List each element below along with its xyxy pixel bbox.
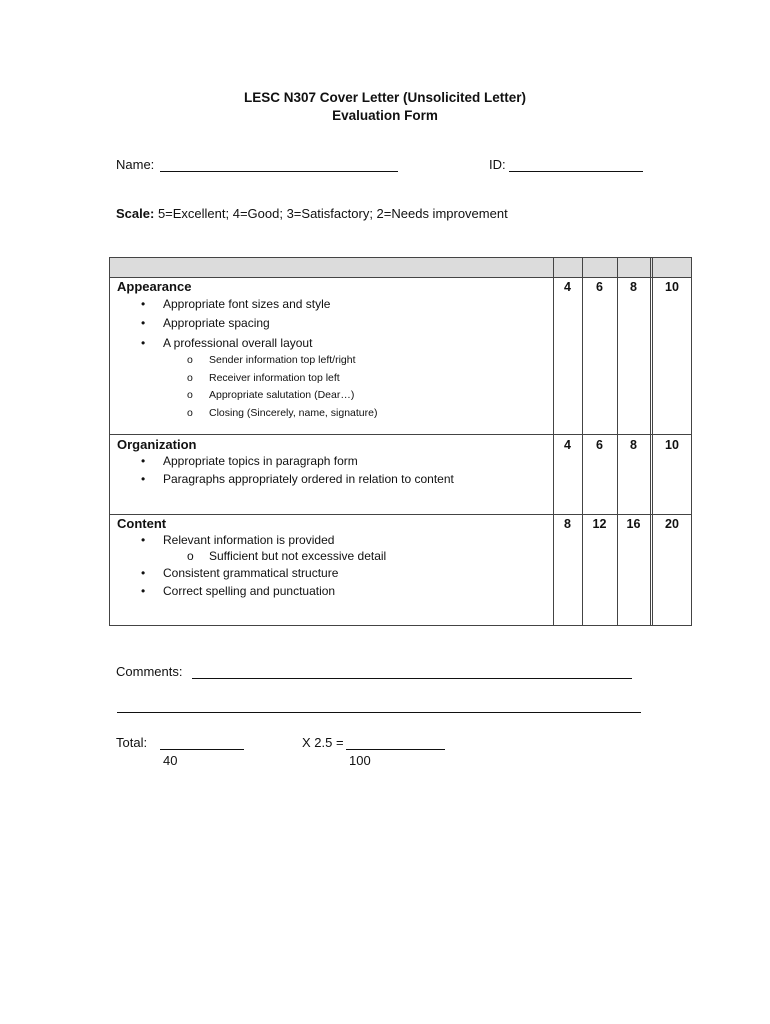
list-item: • Appropriate spacing [141,316,270,330]
total-field[interactable] [160,749,244,750]
comments-label: Comments: [116,664,183,679]
section-title-organization: Organization [117,437,197,452]
bullet-marker: • [141,336,146,350]
scale-line [116,206,508,221]
rubric-table [109,257,692,626]
sub-list-item: o Receiver information top left [187,372,340,384]
scale-text: 5=Excellent; 4=Good; 3=Satisfactory; 2=Needs improvement [157,206,508,221]
row-divider [110,514,691,515]
bullet-marker: • [141,533,146,547]
section-title-appearance: Appearance [117,279,192,294]
list-item: • A professional overall layout [141,336,313,350]
id-field[interactable] [509,171,643,172]
comments-field[interactable] [192,678,632,679]
row-divider [110,434,691,435]
bullet-marker: • [141,297,146,311]
score-cell: 20 [665,517,679,531]
list-item: • Consistent grammatical structure [141,566,339,580]
bullet-marker: • [141,454,146,468]
list-item: • Appropriate font sizes and style [141,297,331,311]
sub-bullet-marker: o [187,407,193,419]
final-denominator: 100 [349,753,371,768]
bullet-marker: • [141,584,146,598]
sub-list-item: o Closing (Sincerely, name, signature) [187,407,378,419]
score-cell: 16 [626,517,641,531]
final-score-field[interactable] [346,749,445,750]
score-cell: 6 [596,280,603,294]
sub-bullet-marker: o [187,372,193,384]
form-title: LESC N307 Cover Letter (Unsolicited Letter) [243,90,527,105]
score-cell: 8 [564,517,571,531]
list-item: • Paragraphs appropriately ordered in relation to content [141,472,454,486]
scale-label: Scale: [116,206,155,221]
score-cell: 4 [564,438,571,452]
sub-list-item: o Sufficient but not excessive detail [187,549,387,563]
sub-list-item: o Appropriate salutation (Dear…) [187,389,355,401]
id-label: ID: [489,157,506,172]
score-cell: 12 [592,517,607,531]
bullet-marker: • [141,566,146,580]
bullet-marker: • [141,316,146,330]
table-header [110,258,691,278]
name-field[interactable] [160,171,398,172]
sub-list-item: o Sender information top left/right [187,354,356,366]
name-label: Name: [116,157,155,172]
total-label: Total: [116,735,148,750]
form-subtitle: Evaluation Form [332,108,438,123]
bullet-marker: • [141,472,146,486]
sub-bullet-marker: o [187,389,193,401]
score-cell: 10 [665,280,679,294]
list-item: • Relevant information is provided [141,533,335,547]
multiplier-label: X 2.5 = [302,735,344,750]
score-cell: 10 [665,438,679,452]
list-item: • Appropriate topics in paragraph form [141,454,358,468]
section-title-content: Content [117,516,167,531]
list-item: • Correct spelling and punctuation [141,584,336,598]
score-cell: 8 [630,438,637,452]
score-cell: 6 [596,438,603,452]
sub-bullet-marker: o [187,354,193,366]
score-cell: 8 [630,280,637,294]
score-cell: 4 [564,280,571,294]
total-denominator: 40 [163,753,178,768]
comments-field-line2[interactable] [117,712,641,713]
sub-bullet-marker: o [187,549,194,563]
